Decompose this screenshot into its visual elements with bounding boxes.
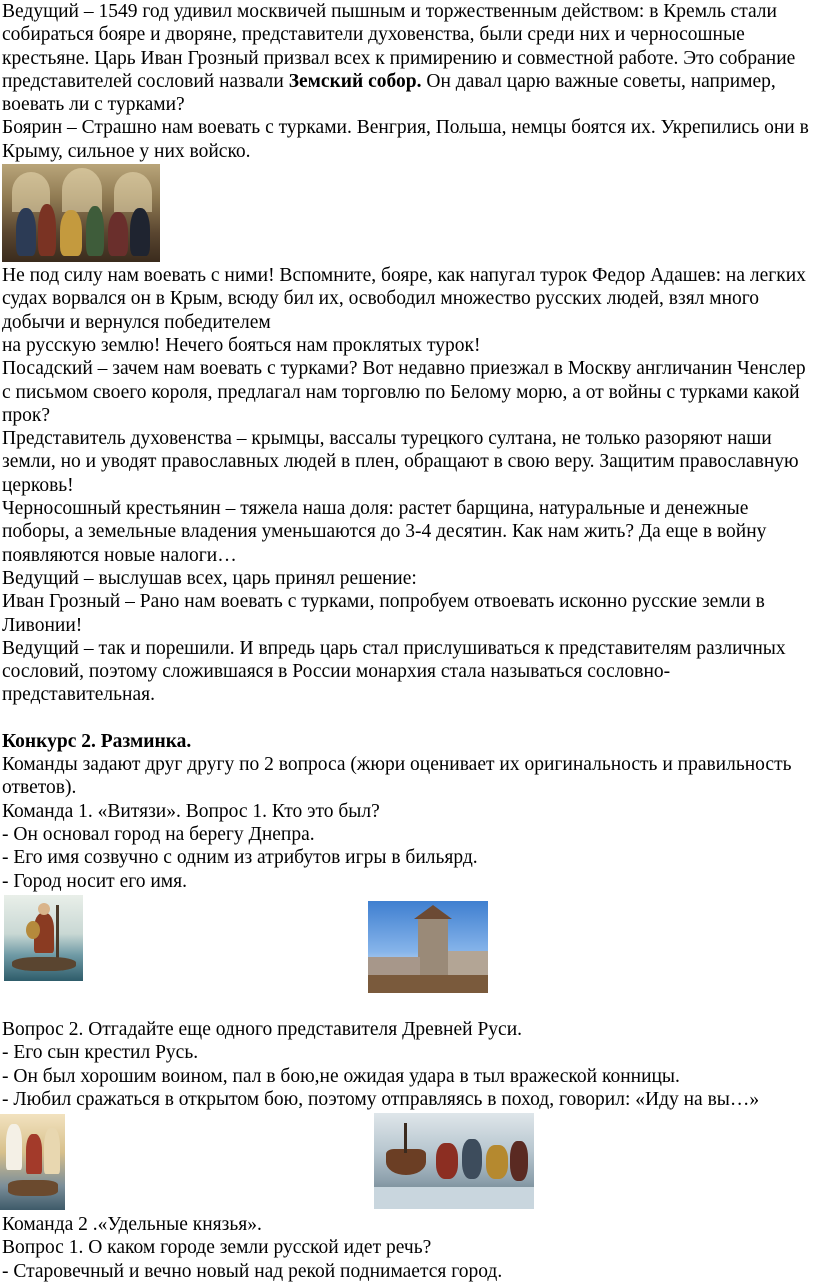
baptism-image [0,1114,65,1210]
contest-title: Конкурс 2. Разминка. [2,730,192,752]
q2-hint: - Его сын крестил Русь. [2,1042,199,1064]
question2: Вопрос 2. Отгадайте еще одного представителя Древней Руси. [2,1019,523,1040]
battle-image [374,1113,534,1209]
paragraph-clergy: Представитель духовенства – крымцы, вассалы турецкого султана, не только разоряют наши земли, но и уводят православных людей в плен, обращают в свою веру. Защитим православную церковь! [2,428,799,496]
contest-intro: Команды задают друг другу по 2 вопроса (жюри оценивает их оригинальность и правильность ответов). [2,754,792,799]
team1-question1: Команда 1. «Витязи». Вопрос 1. Кто это был? [2,800,380,822]
kiy-warrior-image [4,895,83,981]
intro-text-end: Он давал царю важные советы, например, воевать ли с турками? [2,70,776,116]
paragraph-peasant: Черносошный крестьянин – тяжела наша доля: растет барщина, натуральные и денежные поборы, а земельные владения уменьшаются до 3-4 десятин. Как нам жить? Да еще в войну появляются новые налоги… [2,498,767,566]
team2-question1: Вопрос 1. О каком городе земли русской идет речь? [2,1237,432,1259]
paragraph-host-decision: Ведущий – выслушав всех, царь принял решение: [2,567,417,589]
q1-hint: - Город носит его имя. [2,870,187,892]
q1-hint: - Его имя созвучно с одним из атрибутов игры в бильярд. [2,847,478,869]
q2-hint: - Он был хорошим воином, пал в бою,не ожидая удара в тыл вражеской конницы. [2,1065,680,1087]
paragraph-host-final: Ведущий – так и порешили. И впредь царь стал прислушиваться к представителям различных сословий, поэтому сложившаяся в России монархия стала называться сословно-представительная. [2,637,786,706]
paragraph-intro [2,0,814,116]
paragraph-russian-land: на русскую землю! Нечего бояться нам проклятых турок! [2,334,481,356]
paragraph-boyar: Боярин – Страшно нам воевать с турками. Венгрия, Польша, немцы боятся их. Укрепились они в Крыму, сильное у них войско. [2,117,809,162]
fortress-tower-image [368,901,488,993]
zemsky-sobor-painting [2,164,160,262]
document-body-end [0,1213,814,1283]
paragraph-adashev: Не под силу нам воевать с ними! Вспомните, бояре, как напугал турок Федор Адашев: на легких судах ворвался он в Крым, всюду бил их, освободил множество русских людей, взял много добычи и вернулся победителем [2,265,806,333]
paragraph-posadsky: Посадский – зачем нам воевать с турками? Вот недавно приезжал в Москву англичанин Ченслер с письмом своего короля, предлагал нам торговлю по Белому морю, а от войны с турками какой прок? [2,358,806,426]
q1-hint: - Он основал город на берегу Днепра. [2,823,315,845]
team2-title: Команда 2 .«Удельные князья». [2,1214,262,1235]
document-body-lower [0,1018,814,1111]
zemsky-sobor-bold: Земский собор. [288,70,422,92]
q2-hint: - Любил сражаться в открытом бою, поэтому отправляясь в поход, говорил: «Иду на вы…» [2,1088,760,1110]
paragraph-ivan: Иван Грозный – Рано нам воевать с турками, попробуем отвоевать исконно русские земли в Ливонии! [2,591,765,636]
team2-hint: - Старовечный и вечно новый над рекой поднимается город. [2,1260,503,1282]
intro-text: Ведущий – 1549 год удивил москвичей пышным и торжественным действом: в Кремль стали собираться бояре и дворяне, представители духовенства, были среди них и черносошные крестьяне. Царь Иван Грозный призвал всех к примирению и совместной работе. Это собрание представителей сословий назвали [2,1,796,92]
